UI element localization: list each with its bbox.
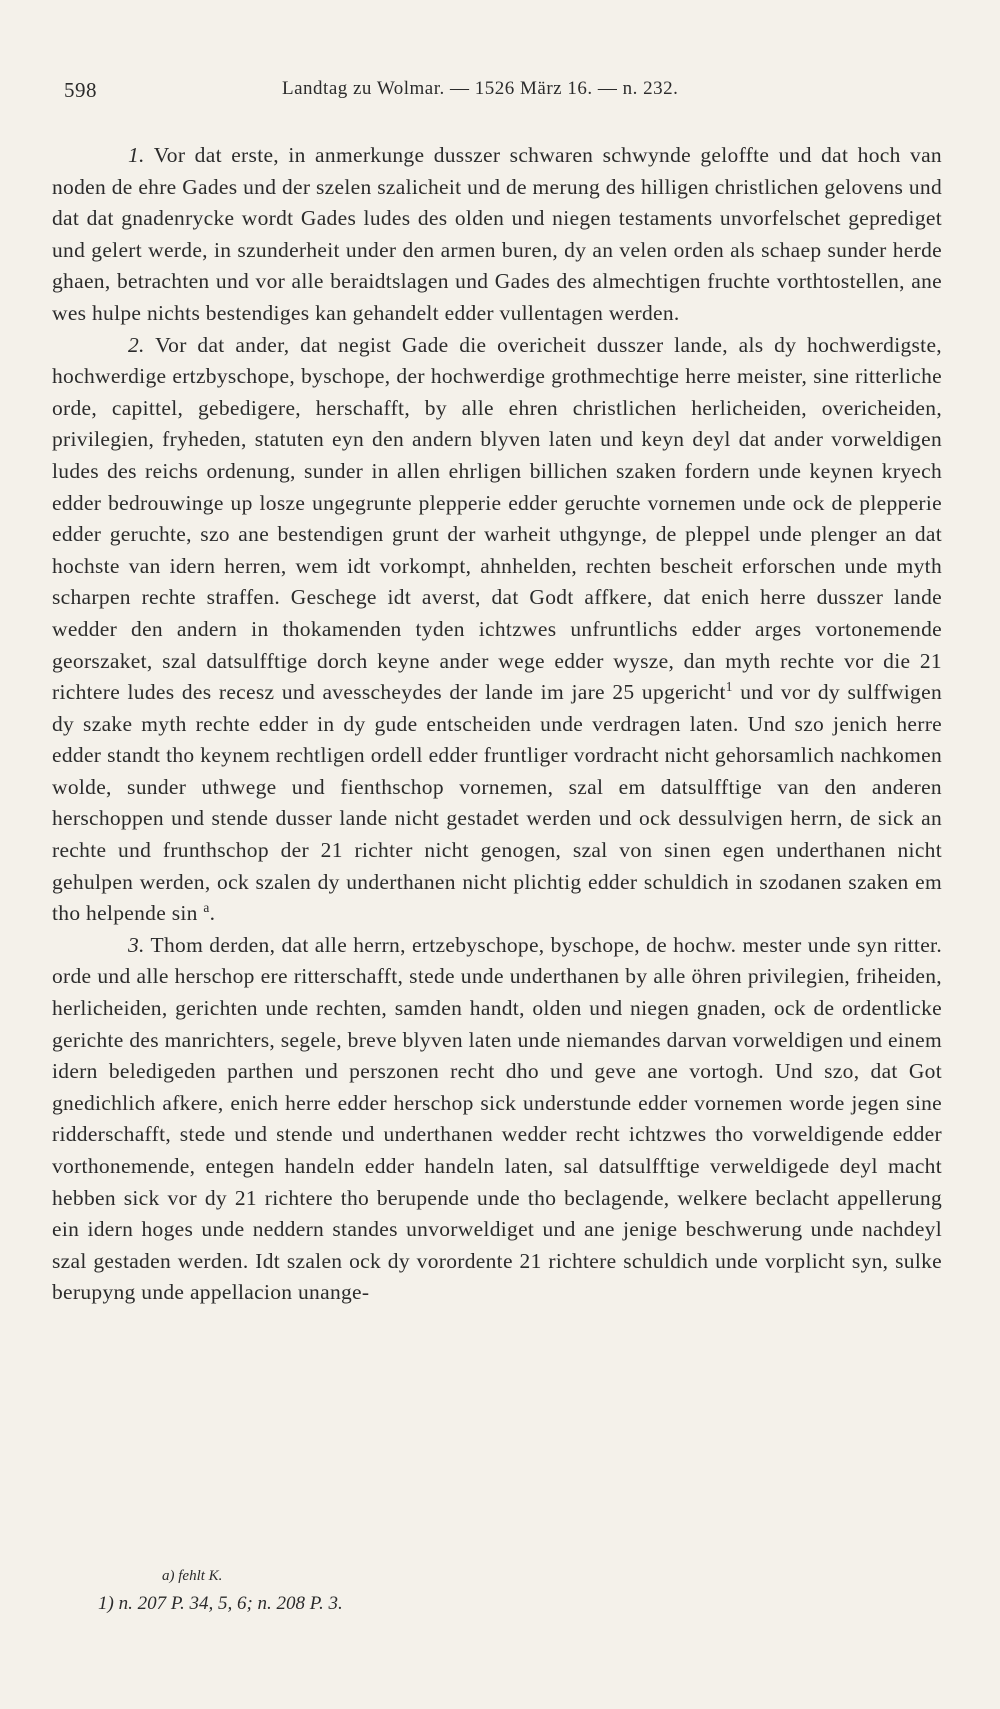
- footnote-ref-a[interactable]: a: [203, 900, 210, 916]
- running-title: Landtag zu Wolmar. — 1526 März 16. — n. 232.: [282, 78, 679, 99]
- footnote-1: 1) n. 207 P. 34, 5, 6; n. 208 P. 3.: [98, 1593, 343, 1614]
- footnotes: [52, 1562, 942, 1618]
- paragraph-number: 3.: [128, 932, 145, 957]
- paragraph-3: [52, 930, 942, 1309]
- paragraph-2: [52, 330, 942, 930]
- page-number: 598: [64, 78, 97, 102]
- footnote-ref-1[interactable]: 1: [725, 678, 733, 694]
- paragraph-text: und vor dy sulffwigen dy szake myth rechte edder in dy gude entscheiden unde verdragen laten. Und szo jenich herre edder standt tho keynem rechtligen ordell edder fruntliger vordracht nicht gehorsamlich nachkomen wolde, sunder uthwege und fienthschop vornemen, szal em datsulfftige van den anderen herschoppen und stende dusser lande nicht gestadet werden und ock dessulvigen herrn, de sick an rechte und frunthschop der 21 richter nicht genogen, szal von sinen egen underthanen nicht gehulpen werden, ock szalen dy underthanen nicht plichtig edder schuldich in szodanen szaken em tho helpende sin: [52, 680, 943, 926]
- paragraph-1: [52, 140, 942, 330]
- paragraph-text: .: [209, 901, 216, 926]
- footnote-a: a) fehlt K.: [162, 1568, 223, 1584]
- running-head: [52, 78, 948, 104]
- paragraph-number: 1.: [128, 143, 145, 167]
- paragraph-text: Thom derden, dat alle herrn, ertzebyschope, byschope, de hochw. mester unde syn ritter. orde und alle herschop ere ritterschafft, stede unde underthanen by alle öhren privilegien, friheiden, herlicheiden, gerichten unde rechten, samden handt, olden und niegen gnaden, ock de ordentlicke gerichte des manrichters, segele, breve blyven laten unde niemandes darvan vorweldigen und einem idern beledigeden parthen und perszonen recht dho und geve ane vortogh. Und szo, dat Got gnedichlich afkere, enich herre edder herschop sick understunde edder vornemen worde jegen sine ridderschafft, stede und stende und underthanen wedder recht ichtzwes tho vorweldigende edder vorthonemende, entegen handeln edder handeln laten, sal datsulfftige verweldigede deyl macht hebben sick vor dy 21 richtere tho berupende unde tho beclagende, welkere beclacht appellerung ein idern hoges unde neddern standes unvorweldiget und ane jenige beschwerung unde nachdeyl szal gestaden werden. Idt szalen ock dy vorordente 21 richtere schuldich unde vorplicht syn, sulke berupyng unde appellacion unange-: [52, 932, 942, 1305]
- paragraph-text: Vor dat erste, in anmerkunge dusszer schwaren schwynde geloffte und dat hoch van noden de ehre Gades und der szelen szalicheit und de merung des hilligen christlichen gelovens und dat dat gnadenrycke wordt Gades ludes des olden und niegen testaments unvorfelschet geprediget und gelert werde, in szunderheit under den armen buren, dy an velen orden als schaep sunder herde ghaen, betrachten und vor alle beraidtslagen und Gades des almechtigen fruchte vorthtostellen, ane wes hulpe nichts bestendiges kan gehandelt edder vullentagen werden.: [52, 143, 942, 325]
- paragraph-text: Vor dat ander, dat negist Gade die overicheit dusszer lande, als dy hochwerdigste, hochwerdige ertzbyschope, byschope, der hochwerdige grothmechtige herre meister, sine ritterliche orde, capittel, gebedigere, herschafft, by alle ehren christlichen herlicheiden, overicheiden, privilegien, fryheden, statuten eyn den andern blyven laten und keyn deyl dat ander vorweldigen ludes des reichs ordenung, sunder in allen ehrligen billichen szaken fordern unde keynen kryech edder bedrouwinge up losze ungegrunte plepperie edder geruchte vornemen unde ock de plepperie edder geruchte, szo ane bestendigen grunt der warheit uthgynge, de pleppel unde plenger an dat hochste van idern herren, wem idt vorkompt, ahnhelden, rechten bescheit erforschen unde myth scharpen rechte straffen. Geschege idt averst, dat Godt affkere, dat enich herre dusszer lande wedder den andern in thokamenden tyden ichtzwes unfruntlichs edder arges vortonemende georszaket, szal datsulfftige dorch keyne ander wege edder wysze, dan myth rechte vor die 21 richtere ludes des recesz und avesscheydes der lande im jare 25 upgericht: [52, 332, 942, 705]
- paragraph-number: 2.: [128, 332, 145, 357]
- body-text: [52, 140, 942, 1309]
